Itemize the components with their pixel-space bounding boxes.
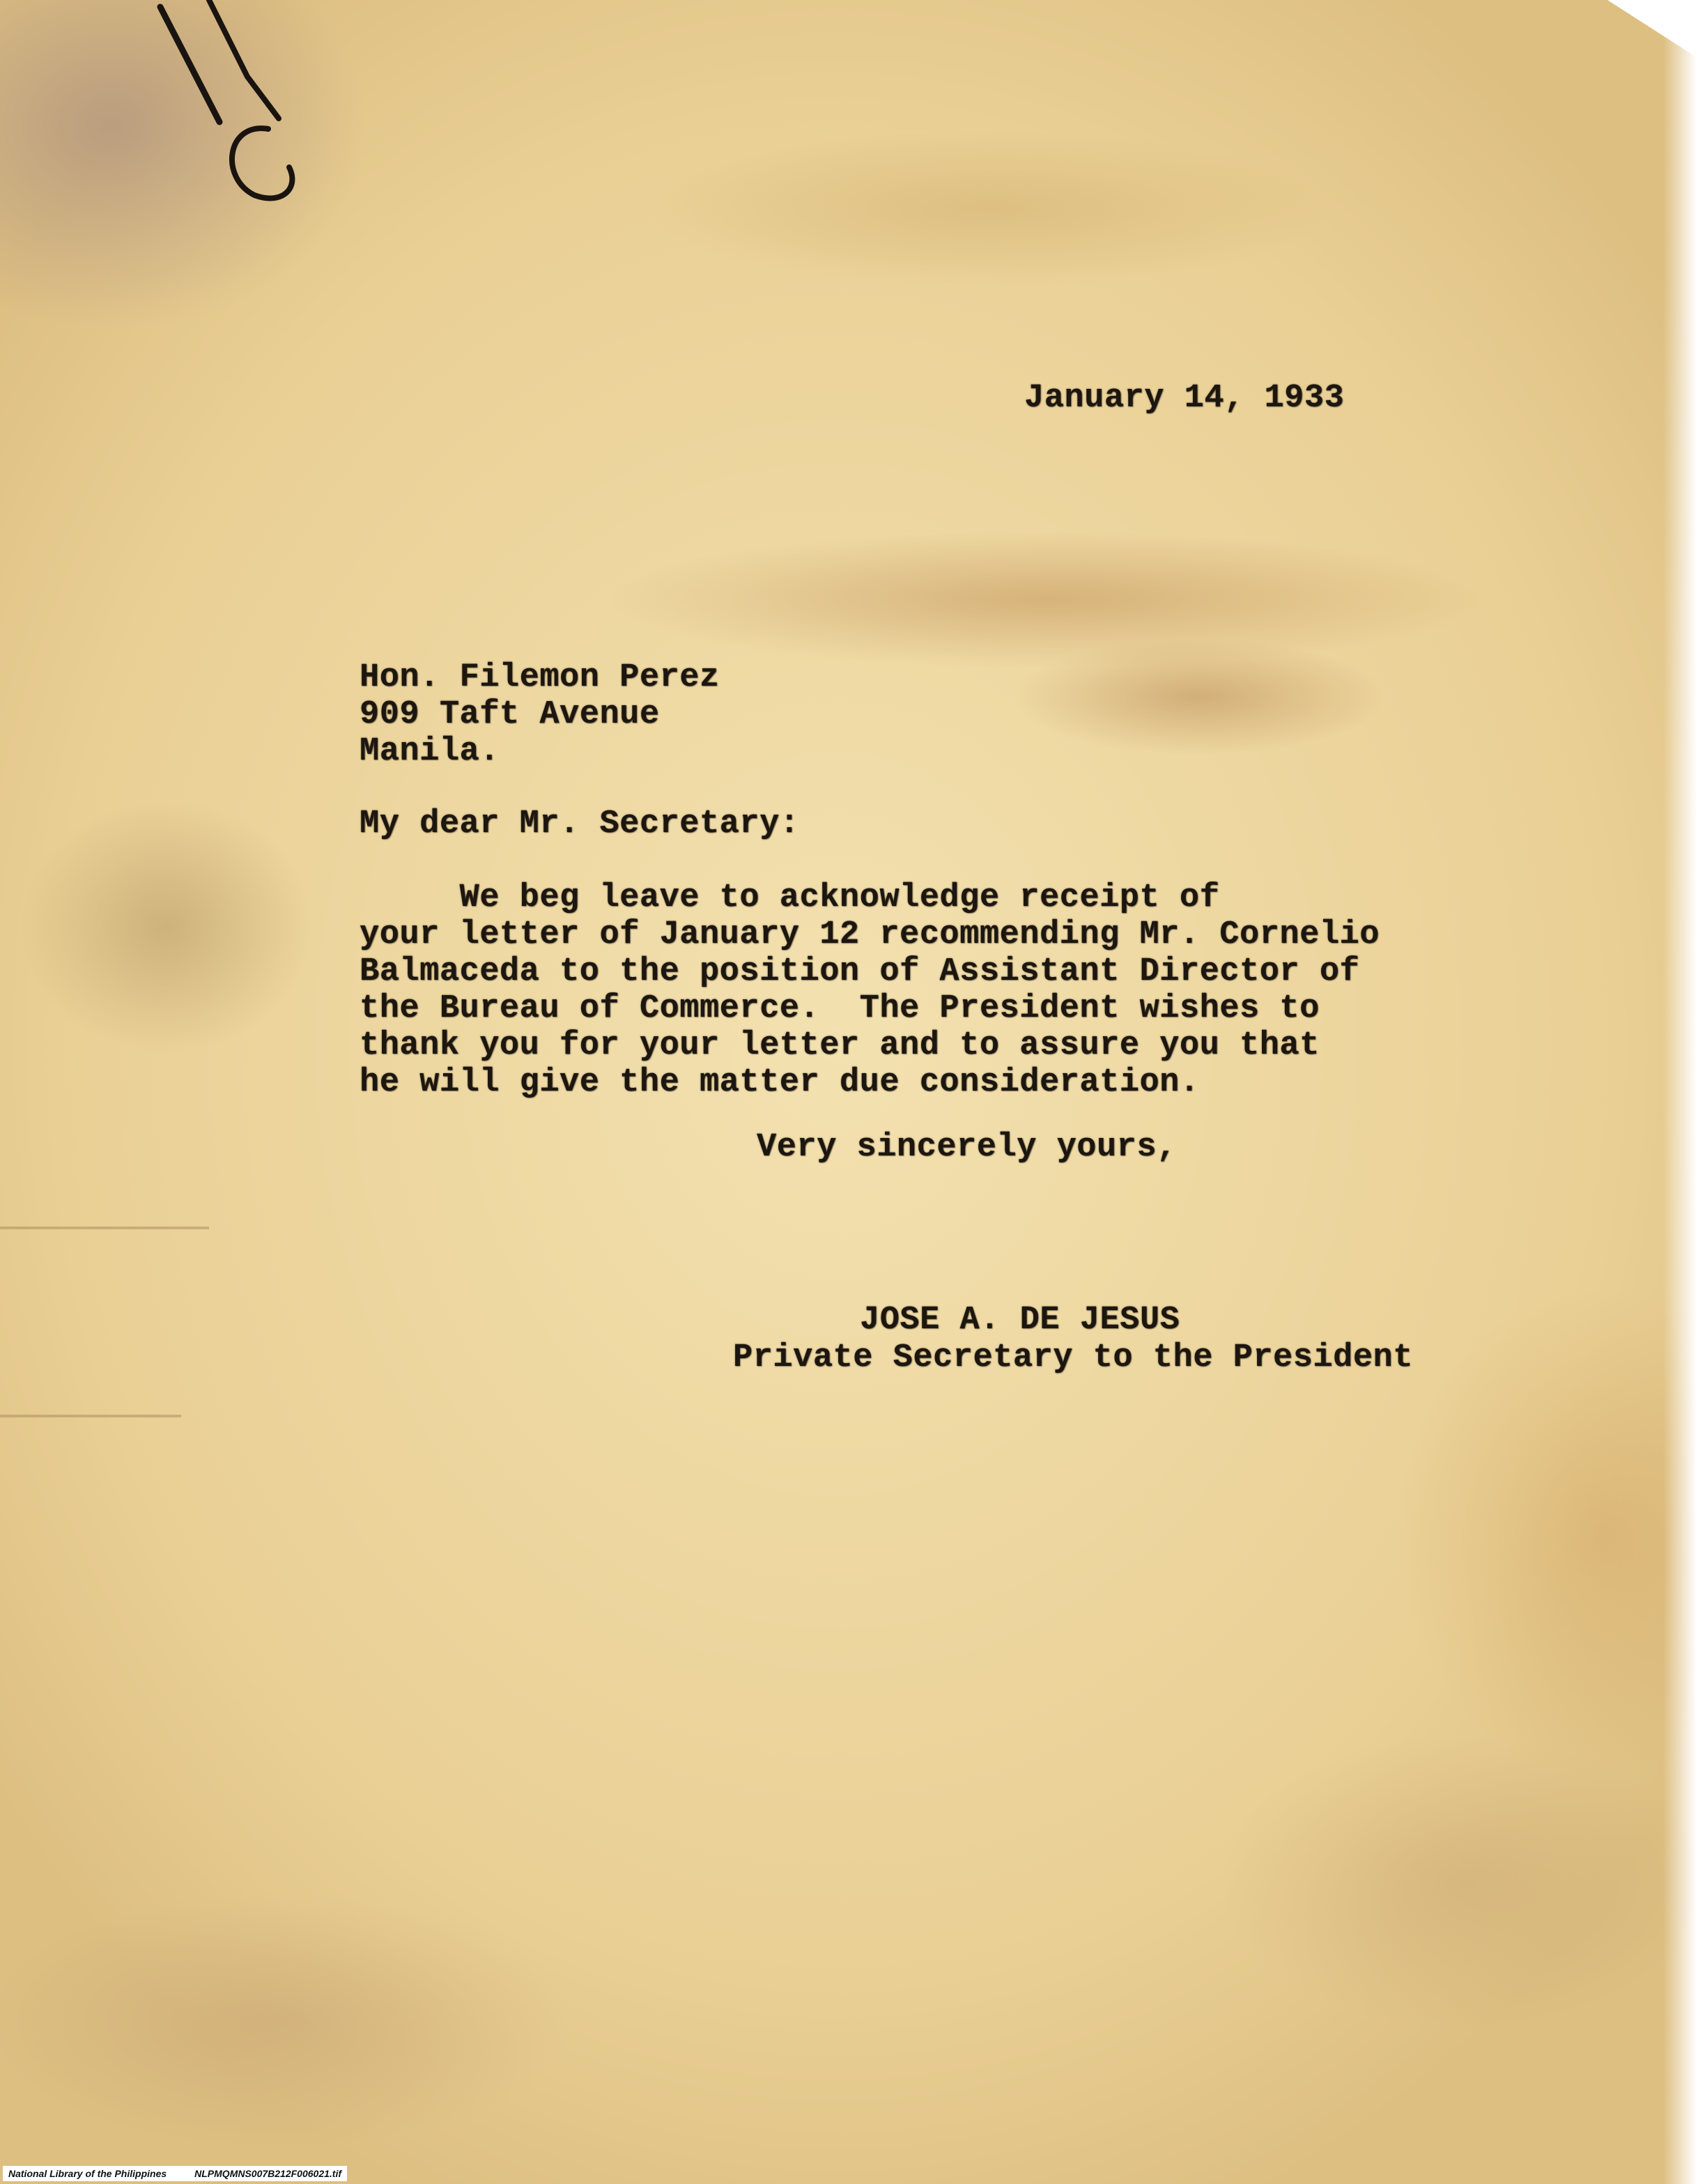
letter-date: January 14, 1933 (1024, 380, 1345, 417)
body-line: We beg leave to acknowledge receipt of (360, 879, 1220, 916)
closing: Very sincerely yours, (757, 1129, 1177, 1166)
salutation: My dear Mr. Secretary: (360, 806, 800, 843)
paper-crease (0, 1226, 209, 1229)
signer-title: Private Secretary to the President (733, 1339, 1413, 1376)
body-line: the Bureau of Commerce. The President wishes to (360, 990, 1320, 1027)
footer-library: National Library of the Philippines (8, 2168, 167, 2179)
recipient-line: Manila. (360, 733, 500, 770)
footer-filename: NLPMQMNS007B212F006021.tif (194, 2168, 342, 2179)
paper-right-edge (1663, 0, 1705, 2184)
signer-name: JOSE A. DE JESUS (860, 1302, 1180, 1339)
recipient-line: Hon. Filemon Perez (360, 659, 720, 696)
recipient-address (360, 659, 720, 770)
recipient-line: 909 Taft Avenue (360, 696, 660, 733)
paper-crease (0, 1415, 181, 1417)
body-line: your letter of January 12 recommending Mr. Cornelio (360, 916, 1380, 953)
body-line: he will give the matter due consideration. (360, 1064, 1200, 1101)
body-line: thank you for your letter and to assure you that (360, 1027, 1320, 1064)
scan-footer (3, 2166, 347, 2181)
paper-torn-corner (1607, 0, 1705, 63)
handwritten-mark (150, 0, 310, 209)
letter-body (360, 879, 1380, 1101)
body-line: Balmaceda to the position of Assistant Director of (360, 953, 1360, 990)
